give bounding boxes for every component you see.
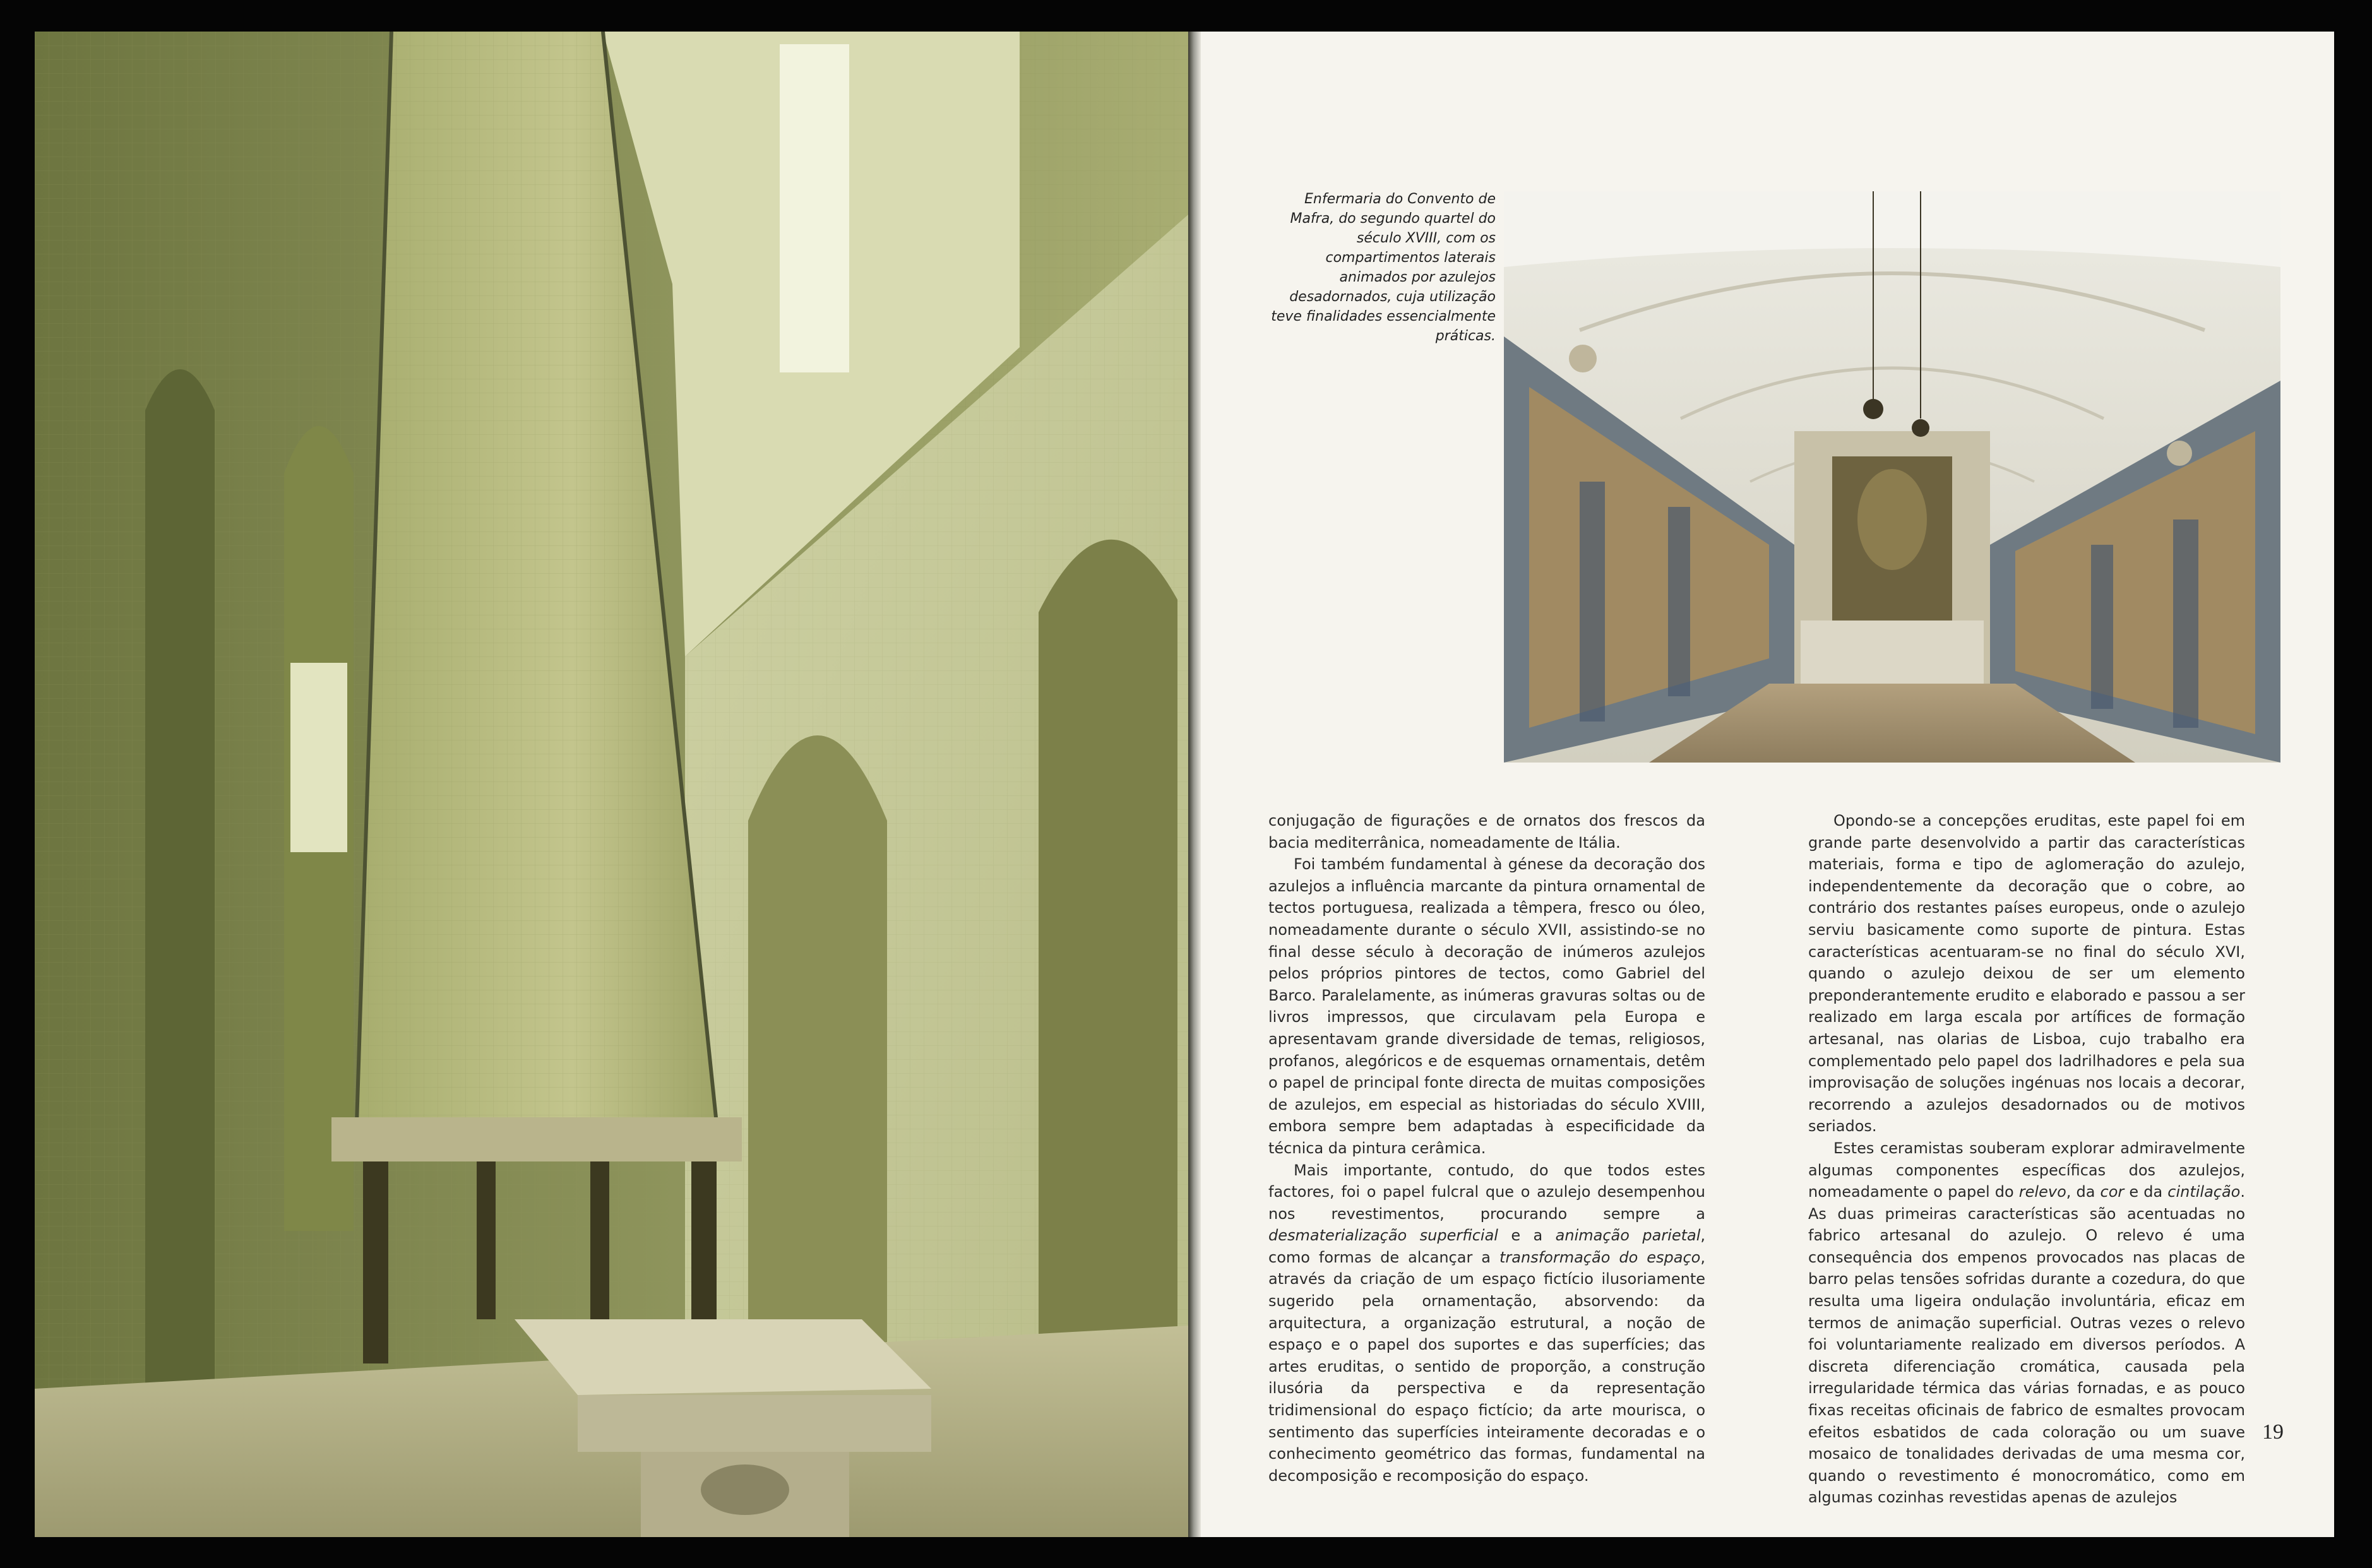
text-run: . As duas primeiras características são acentuadas no fabrico artesanal do azulejo. O relevo é uma consequência dos empenos provocados nas placas de barro pelas tensões sofridas durante a cozedura, do que resulta uma ligeira ondulação involuntária, eficaz em termos de animação superficial. Outras vezes o relevo foi voluntariamente realizado em diversos períodos. A discreta diferenciação cromática, causada pela irregularidade térmica das várias fornadas, e as pouco fixas receitas oficinais de fabrico de esmaltes provocam efeitos esbatidos de cada coloração ou um suave mosaico de tonalidades derivadas de uma mesma cor, quando o revestimento é monocromático, como em algumas cozinhas revestidas apenas de azulejos — [1808, 1183, 2246, 1507]
text-run: , como formas de alcançar a — [1268, 1226, 1706, 1266]
paragraph — [1808, 1137, 2245, 1509]
text-run: , através da criação de um espaço fictício ilusoriamente sugerido pela ornamentação, absorvendo: da arquitectura, a organização estrutural, a noção de espaço e o papel dos suportes e das superfícies; das artes eruditas, o sentido de proporção, a construção ilusória da perspectiva e da representação tridimensional do espaço fictício; da arte mourisca, o sentimento das superfícies inteiramente decoradas e o conhecimento geométrico das formas, fundamental na decomposição e recomposição do espaço. — [1268, 1248, 1706, 1485]
text-run: e da — [2124, 1183, 2168, 1201]
left-page-photograph — [35, 32, 1188, 1537]
page-number: 19 — [2262, 1420, 2284, 1444]
emphasis: cintilação — [2167, 1183, 2241, 1201]
right-page — [1201, 32, 2334, 1537]
emphasis: desmaterialização superficial — [1268, 1226, 1498, 1245]
infirmary-photo — [1504, 191, 2280, 763]
text-run: Estes ceramistas souberam explorar admiravelmente algumas componentes específicas dos azulejos, nomeadamente o papel do — [1808, 1139, 2245, 1201]
paragraph: Foi também fundamental à génese da decoração dos azulejos a influência marcante da pintura ornamental de tectos portuguesa, realizada a têmpera, fresco ou óleo, nomeadamente durante o século XVII, assistindo-se no final desse século à decoração de inúmeros azulejos pelos próprios pintores de tectos, como Gabriel del Barco. Paralelamente, as inúmeras gravuras soltas ou de livros impressos, que circulavam pela Europa e apresentavam grande diversidade de temas, religiosos, profanos, alegóricos e de esquemas ornamentais, detêm o papel de principal fonte directa de muitas composições de azulejos, em especial as historiadas do século XVIII, embora sempre bem adaptadas à especificidade da técnica da pintura cerâmica. — [1268, 855, 1705, 1157]
emphasis: transformação do espaço — [1499, 1248, 1701, 1266]
emphasis: animação parietal — [1555, 1226, 1701, 1245]
emphasis: relevo — [2018, 1183, 2066, 1201]
paragraph: Opondo-se a concepções eruditas, este papel foi em grande parte desenvolvido a partir das características materiais, forma e tipo de aglomeração do azulejo, independentemente da decoração que o cobre, ao contrário dos restantes países europeus, onde o azulejo serviu basicamente como suporte de pintura. Estas características acentuaram-se no final do século XVI, quando o azulejo deixou de ser um elemento preponderantemente erudito e elaborado e passou a ser realizado em larga escala por artífices de formação artesanal, nas olarias de Lisboa, cujo trabalho era complementado pelo papel dos ladrilhadores e pela sua improvisação de soluções ingénuas nos locais a decorar, recorrendo a azulejos desadornados ou de motivos seriados. — [1808, 812, 2245, 1136]
book-spread — [35, 32, 2334, 1537]
text-column-2 — [1808, 810, 2245, 1509]
text-run: e a — [1498, 1226, 1556, 1245]
text-run: Mais importante, contudo, do que todos estes factores, foi o papel fulcral que o azulejo desempenhou nos revestimentos, procurando sempre a — [1268, 1161, 1705, 1223]
emphasis: cor — [2100, 1183, 2125, 1201]
paragraph — [1268, 1160, 1705, 1487]
kitchen-photo — [35, 32, 1188, 1537]
text-run: , da — [2066, 1183, 2101, 1201]
book-gutter — [1188, 32, 1201, 1537]
photo-caption: Enfermaria do Convento de Mafra, do segundo quartel do século XVIII, com os compartimentos laterais animados por azulejos desadornados, cuja utilização teve finalidades essencialmente práticas. — [1271, 191, 1496, 344]
paragraph: conjugação de figurações e de ornatos dos frescos da bacia mediterrânica, nomeadamente de Itália. — [1268, 812, 1705, 852]
infirmary-illustration — [1504, 191, 2280, 763]
text-column-1 — [1268, 810, 1705, 1487]
